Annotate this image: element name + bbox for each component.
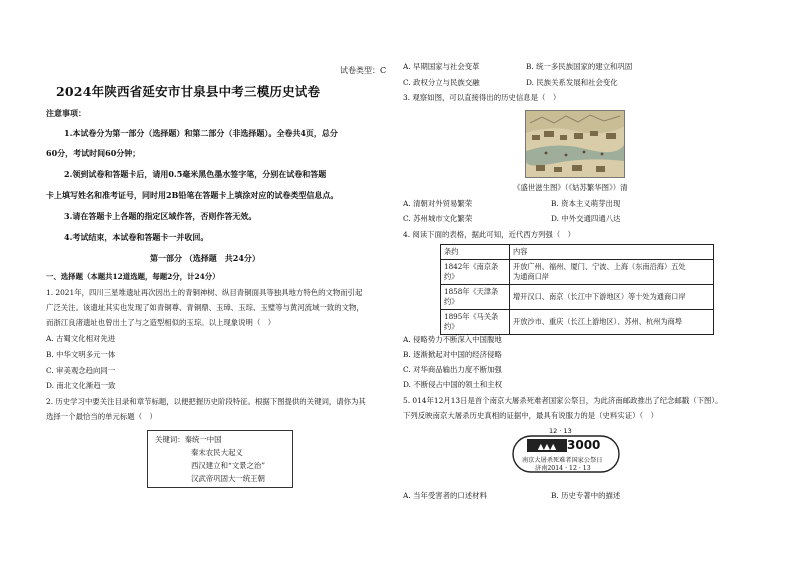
table-header-row bbox=[441, 245, 714, 260]
svg-text:▲▲▲: ▲▲▲ bbox=[537, 442, 557, 451]
q1-option[interactable]: C. 审美观念趋向同一 bbox=[46, 366, 116, 375]
section-heading: 一、选择题（本题共12道选题，每题2分，计24分） bbox=[46, 272, 220, 281]
q5-stem: 5. 014年12月13日是首个南京大屠杀死难者国家公祭日，为此济南邮政推出了纪念邮戳（下图）。 bbox=[403, 396, 723, 405]
keyword-item: 汉武帝巩固大一统王朝 bbox=[191, 474, 265, 483]
q1-option[interactable]: B. 中华文明多元一体 bbox=[46, 350, 116, 359]
note-line: 1.本试卷分为第一部分（选择题）和第二部分（非选择题）。全卷共4页，总分 bbox=[64, 128, 338, 138]
treaty-table bbox=[440, 244, 714, 335]
q3-option[interactable]: C. 苏州城市文化繁荣 bbox=[403, 214, 473, 223]
q5-stem: 下列反映南京大屠杀历史真相的证据中，最具有说服力的是（史料实证）（ ） bbox=[403, 411, 658, 420]
painting-caption: 《盛世滋生图》（《姑苏繁华图》）清 bbox=[513, 183, 628, 192]
note-line: 60分，考试时间60分钟； bbox=[46, 148, 141, 158]
q2-option[interactable]: C. 政权分立与民族交融 bbox=[403, 78, 480, 87]
commemorative-postmark bbox=[505, 427, 627, 478]
keyword-item: 秦末农民大起义 bbox=[191, 448, 243, 457]
q3-option[interactable]: A. 清朝对外贸易繁荣 bbox=[403, 199, 473, 208]
table-header: 内容 bbox=[510, 245, 714, 260]
q2-option[interactable]: B. 统一多民族国家的建立和巩固 bbox=[526, 62, 633, 71]
q2-option[interactable]: A. 早期国家与社会变革 bbox=[403, 62, 480, 71]
table-cell-line: 为通商口岸 bbox=[513, 272, 549, 281]
q4-option[interactable]: A. 侵略势力不断深入中国腹地 bbox=[403, 335, 502, 344]
table-row bbox=[441, 285, 714, 310]
paper-type: 试卷类型：C bbox=[340, 66, 387, 75]
notes-heading: 注意事项： bbox=[46, 108, 86, 118]
q4-option[interactable]: D. 不断侵占中国的领土和主权 bbox=[403, 380, 503, 389]
q5-option[interactable]: B. 历史专著中的描述 bbox=[551, 491, 621, 500]
keyword-item: 西汉建立和“文景之治” bbox=[191, 461, 266, 470]
page-title: 2024年陕西省延安市甘泉县中考三模历史试卷 bbox=[56, 84, 321, 99]
q2-option[interactable]: D. 民族关系发展和社会变化 bbox=[526, 78, 618, 87]
table-cell: 增开汉口、南京（长江中下游地区）等十处为通商口岸 bbox=[510, 285, 714, 310]
table-cell-line: 开放广州、福州、厦门、宁波、上海（东南沿海）五处 bbox=[513, 262, 686, 271]
table-cell: 1858年《天津条约》 bbox=[441, 285, 510, 310]
q2-stem: 2. 历史学习中要关注目录和章节标题，以便把握历史阶段特征。根据下图提供的关键词，请你为其 bbox=[46, 397, 366, 406]
table-header: 条约 bbox=[441, 245, 510, 260]
note-line: 3.请在答题卡上各题的指定区域作答，否则作答无效。 bbox=[64, 211, 257, 221]
q3-option[interactable]: B. 资本主义萌芽出现 bbox=[551, 199, 621, 208]
keyword-box bbox=[147, 430, 293, 488]
q4-stem: 4. 阅读下面的表格，据此可知，近代西方列强（ ） bbox=[403, 230, 575, 239]
q2-stem: 选择一个最恰当的单元标题（ ） bbox=[46, 412, 157, 421]
q5-option[interactable]: A. 当年受害者的口述材料 bbox=[403, 491, 487, 500]
q3-option[interactable]: D. 中外交通四通八达 bbox=[551, 214, 621, 223]
table-cell bbox=[510, 260, 714, 285]
table-cell: 1895年《马关条约》 bbox=[441, 310, 510, 335]
note-line: 4.考试结束，本试卷和答题卡一并收回。 bbox=[64, 232, 209, 242]
table-row bbox=[441, 260, 714, 285]
q1-option[interactable]: D. 南北文化渐趋一致 bbox=[46, 381, 116, 390]
postmark-number: 3000 bbox=[567, 438, 601, 452]
q1-stem: 广泛关注。该遗址其实也发现了如青铜尊、青铜鼎、玉璋、玉琮、玉璧等与黄河流域一致的文物， bbox=[46, 303, 364, 312]
q4-option[interactable]: B. 逐渐掀起对中国的经济侵略 bbox=[403, 350, 502, 359]
postmark-line: 济南2014 · 12 · 13 bbox=[535, 465, 591, 472]
q1-stem: 1. 2021年，四川三星堆遗址再次因出土的青铜神树、纵目青铜面具等独具地方特色的文物而引起 bbox=[46, 288, 363, 297]
painting-image bbox=[525, 110, 625, 178]
q3-stem: 3. 观察如图，可以直接得出的历史信息是（ ） bbox=[403, 93, 561, 102]
postmark-line: 南京大屠杀死难者国家公祭日 bbox=[522, 457, 603, 464]
part1-heading: 第一部分 （选择题 共24分） bbox=[150, 253, 260, 263]
note-line: 2.领到试卷和答题卡后，请用0.5毫米黑色墨水签字笔，分别在试卷和答题 bbox=[64, 169, 327, 179]
table-cell: 1842年《南京条约》 bbox=[441, 260, 510, 285]
note-line: 卡上填写姓名和准考证号，同时用2B铅笔在答题卡上填涂对应的试卷类型信息点。 bbox=[46, 190, 339, 200]
keyword-label: 关键词：秦统一中国 bbox=[155, 435, 222, 444]
postmark-date: 12 · 13 bbox=[549, 427, 572, 435]
q1-stem: 而浙江良渚遗址也曾出土了与之造型相似的玉琮。以上现象说明（ ） bbox=[46, 318, 276, 327]
q4-option[interactable]: C. 对华商品输出力度不断加强 bbox=[403, 365, 502, 374]
q1-option[interactable]: A. 古蜀文化相对先进 bbox=[46, 334, 116, 343]
table-cell: 开放沙市、重庆（长江上游地区）、苏州、杭州为商埠 bbox=[510, 310, 714, 335]
table-row bbox=[441, 310, 714, 335]
